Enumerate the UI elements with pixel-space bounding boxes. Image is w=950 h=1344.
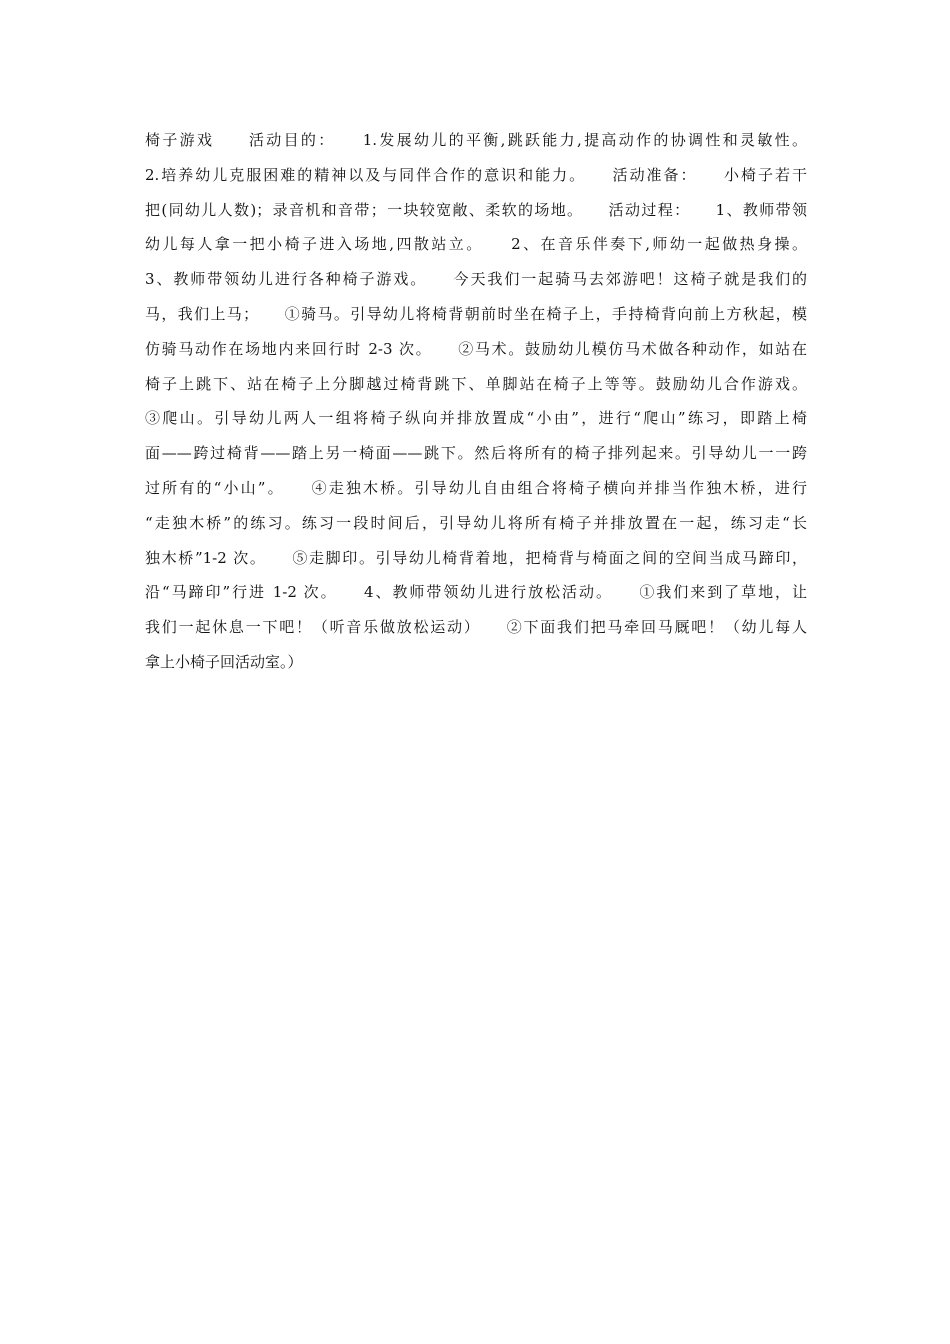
text-line: 我们一起休息一下吧！（听音乐做放松运动） ②下面我们把马牵回马厩吧！（幼儿每人 bbox=[145, 618, 807, 637]
text-line: 把(同幼儿人数)；录音机和音带；一块较宽敞、柔软的场地。 活动过程： 1、教师带领 bbox=[145, 200, 807, 219]
body-text bbox=[145, 123, 807, 680]
text-line: 马，我们上马； ①骑马。引导幼儿将椅背朝前时坐在椅子上，手持椅背向前上方秋起，模 bbox=[145, 304, 807, 323]
text-line: 椅子上跳下、站在椅子上分脚越过椅背跳下、单脚站在椅子上等等。鼓励幼儿合作游戏。 bbox=[145, 374, 807, 393]
text-line: 仿骑马动作在场地内来回行时 2-3 次。 ②马术。鼓励幼儿模仿马术做各种动作，如站在 bbox=[145, 339, 807, 358]
text-line: 幼儿每人拿一把小椅子进入场地,四散站立。 2、在音乐伴奏下,师幼一起做热身操。 bbox=[145, 235, 807, 254]
text-line: 面——跨过椅背——踏上另一椅面——跳下。然后将所有的椅子排列起来。引导幼儿一一跨 bbox=[145, 444, 807, 463]
text-line: 椅子游戏 活动目的： 1.发展幼儿的平衡,跳跃能力,提高动作的协调性和灵敏性。 bbox=[145, 131, 807, 149]
text-line: 3、教师带领幼儿进行各种椅子游戏。 今天我们一起骑马去郊游吧！这椅子就是我们的 bbox=[145, 270, 807, 289]
text-line: 独木桥”1-2 次。 ⑤走脚印。引导幼儿椅背着地，把椅背与椅面之间的空间当成马蹄印， bbox=[145, 548, 807, 567]
text-line: ③爬山。引导幼儿两人一组将椅子纵向并排放置成“小由”，进行“爬山”练习，即踏上椅 bbox=[145, 409, 807, 428]
text-line: 拿上小椅子回活动室。） bbox=[145, 652, 303, 671]
text-line: 沿“马蹄印”行进 1-2 次。 4、教师带领幼儿进行放松活动。 ①我们来到了草地，让 bbox=[145, 583, 807, 602]
text-line: “走独木桥”的练习。练习一段时间后，引导幼儿将所有椅子并排放置在一起，练习走“长 bbox=[145, 513, 807, 532]
text-line: 过所有的“小山”。 ④走独木桥。引导幼儿自由组合将椅子横向并排当作独木桥，进行 bbox=[145, 478, 807, 497]
text-line: 2.培养幼儿克服困难的精神以及与同伴合作的意识和能力。 活动准备： 小椅子若干 bbox=[145, 165, 807, 184]
